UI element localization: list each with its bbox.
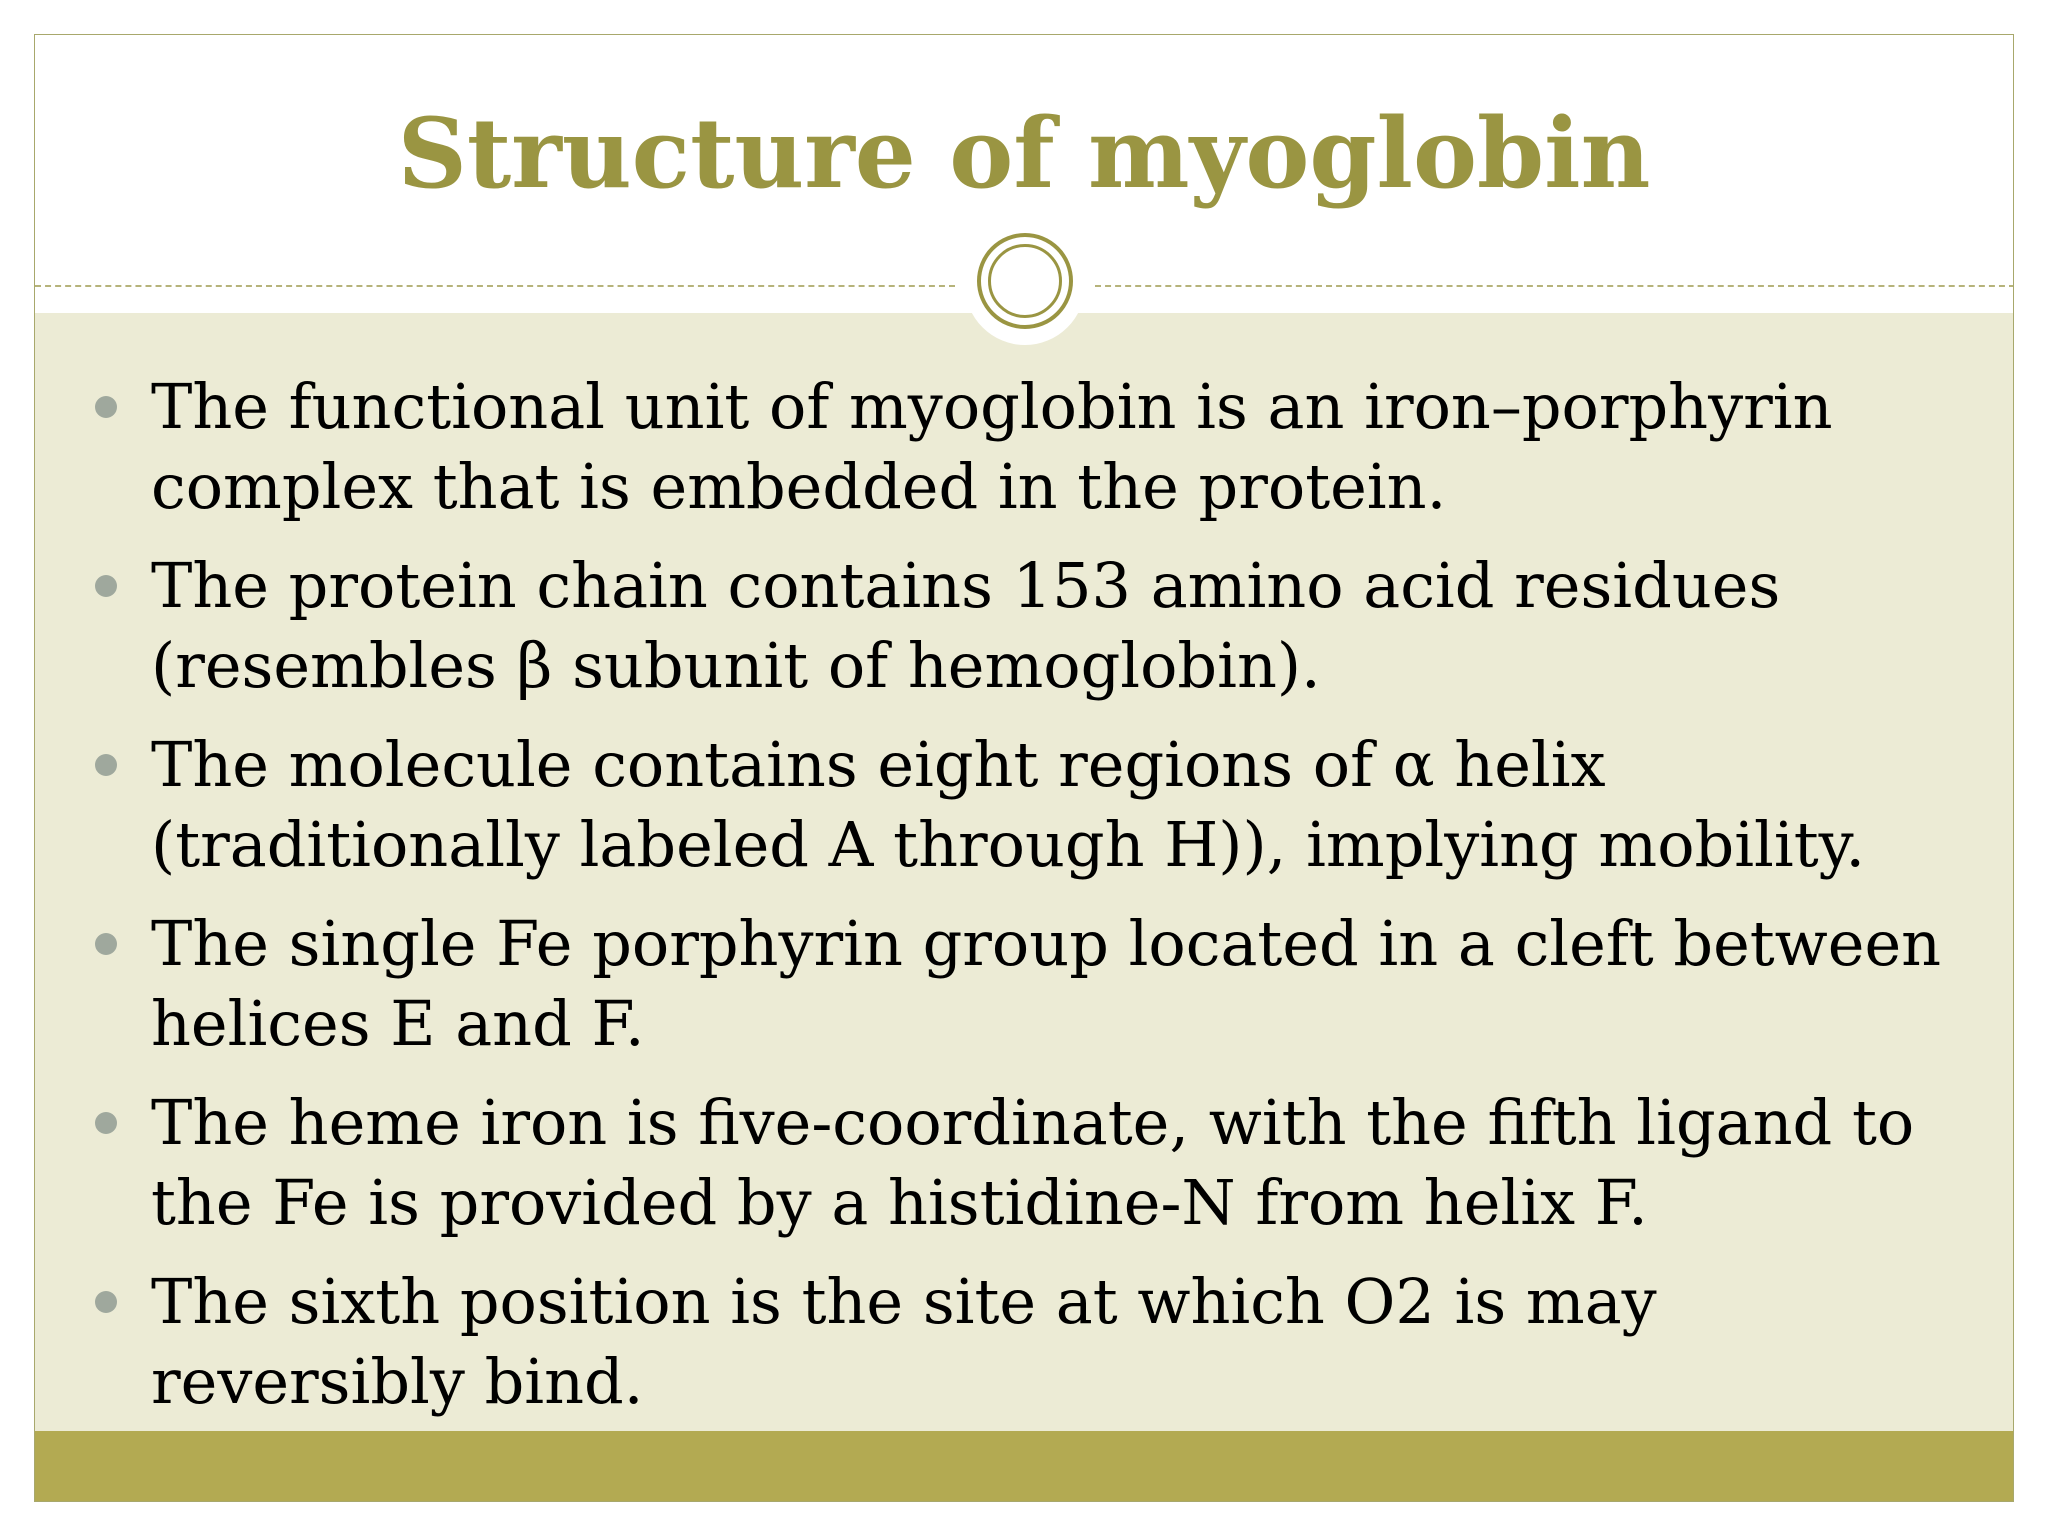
- bullet-text: The heme iron is five-coordinate, with the fifth ligand to the Fe is provided by a histidine-N from helix F.: [151, 1086, 1915, 1239]
- bullet-icon: [95, 1112, 117, 1134]
- bullet-list: [35, 367, 2014, 1441]
- bullet-text: The molecule contains eight regions of α helix (traditionally labeled A through H)), implying mobility.: [151, 728, 1866, 881]
- bullet-icon: [95, 933, 117, 955]
- bullet-icon: [95, 575, 117, 597]
- footer-bar: [35, 1431, 2013, 1502]
- bullet-icon: [95, 754, 117, 776]
- slide: [34, 34, 2014, 1502]
- slide-title: Structure of myoglobin: [397, 97, 1651, 210]
- divider-line-right: [1095, 285, 2014, 287]
- bullet-text: The sixth position is the site at which O2 is may reversibly bind.: [151, 1265, 1657, 1418]
- list-item: [35, 1262, 2014, 1422]
- list-item: [35, 546, 2014, 706]
- list-item: [35, 904, 2014, 1064]
- circle-ornament-icon: [977, 233, 1073, 329]
- bullet-text: The functional unit of myoglobin is an iron–porphyrin complex that is embedded in the protein.: [151, 370, 1833, 523]
- bullet-icon: [95, 1291, 117, 1313]
- list-item: [35, 1083, 2014, 1243]
- list-item: [35, 725, 2014, 885]
- circle-ornament-inner: [988, 244, 1062, 318]
- bullet-text: The protein chain contains 153 amino acid residues (resembles β subunit of hemoglobin).: [151, 549, 1781, 702]
- bullet-text: The single Fe porphyrin group located in a cleft between helices E and F.: [151, 907, 1942, 1060]
- divider-line-left: [35, 285, 955, 287]
- bullet-icon: [95, 396, 117, 418]
- list-item: [35, 367, 2014, 527]
